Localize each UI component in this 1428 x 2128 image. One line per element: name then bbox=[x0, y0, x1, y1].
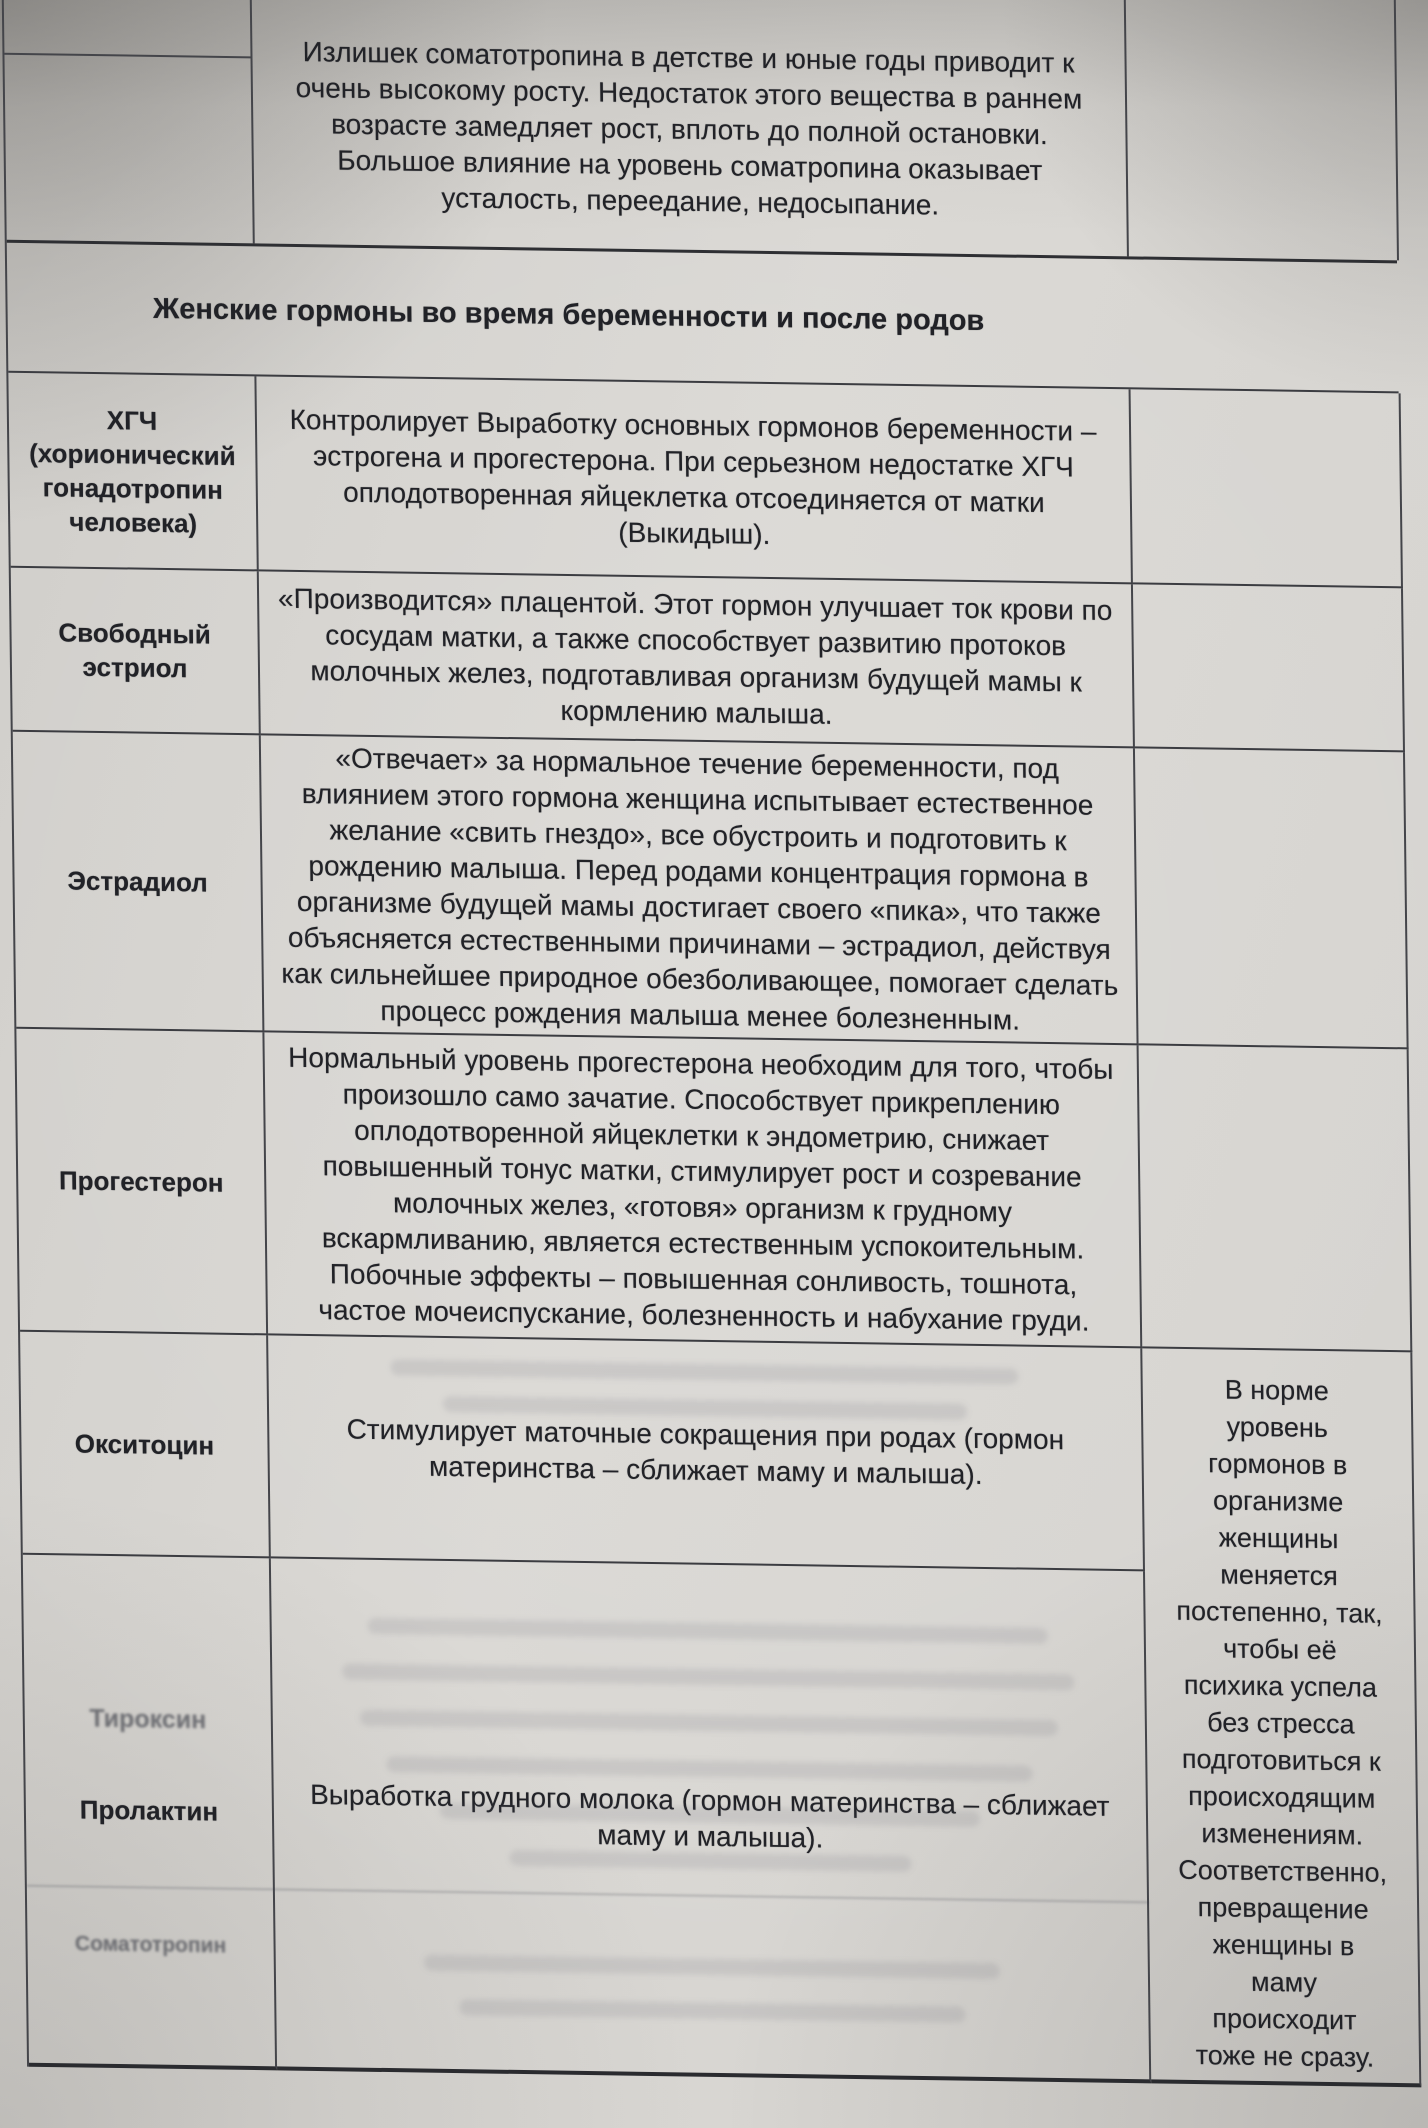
hormone-description-text: Выработка грудного молока (гормон материнства – сближает маму и малыша). bbox=[309, 1778, 1110, 1854]
bleed-through-line bbox=[342, 1663, 1075, 1690]
table-row-progesterone bbox=[16, 1029, 1410, 1353]
hormone-name-cell: Свободный эстриол bbox=[11, 568, 261, 736]
table-row-somatotropin-partial bbox=[3, 0, 1397, 260]
note-cell-empty bbox=[1131, 389, 1403, 588]
cell-border-artifact bbox=[3, 53, 251, 59]
hormone-description-text: Стимулирует маточные сокращения при родах (гормон материнства – сближает маму и малыша). bbox=[346, 1413, 1065, 1490]
bleed-through-line bbox=[459, 1999, 965, 2023]
table-bottom-rows bbox=[20, 1332, 1419, 2088]
hormone-description-cell bbox=[268, 1335, 1145, 1571]
bleed-through-line bbox=[367, 1618, 1047, 1644]
table-row-hgch bbox=[8, 373, 1401, 589]
note-cell-empty bbox=[1139, 1045, 1413, 1352]
hormone-description-cell: Нормальный уровень прогестерона необходим для того, чтобы произошло само зачатие. Способствует прикреплению оплодотворенной яйцеклетки к эндометрию, снижает повышенный тонус матки, стимулирует рост и созревание молочных желез, «готовя» организм к грудному вскармливанию, является естественным успокоительным. Побочные эффекты – повышенная сонливость, тошнота, частое мочеиспускание, болезненность и набухание груди. bbox=[264, 1032, 1142, 1348]
hormone-description-cell: Излишек соматотропина в детстве и юные годы приводит к очень высокому росту. Недостаток этого вещества в раннем возрасте замедляет рост, вплоть до полной остановки. Большое влияние на уровень соматропина оказывает усталость, переедание, недосыпание. bbox=[251, 0, 1129, 256]
side-note-text: В норме уровень гормонов в организме женщины меняется постепенно, так, чтобы её психика успела без стресса подготовиться к происходящим изменениям. Соответственно, превращение женщины в маму происходит тоже не сразу. bbox=[1176, 1374, 1388, 2073]
hormone-description-cell: «Производится» плацентой. Этот гормон улучшает ток крови по сосудам матки, а также способствует развитию протоков молочных желез, подготавливая организм будущей мамы к кормлению малыша. bbox=[259, 571, 1135, 748]
hormone-name-cell bbox=[23, 1555, 277, 2071]
hormone-name-cell: Эстрадиол bbox=[13, 732, 265, 1033]
note-cell-empty bbox=[1135, 748, 1409, 1049]
table-row-estradiol bbox=[13, 732, 1407, 1050]
note-cell-empty bbox=[1133, 584, 1405, 752]
hormone-description-cell: Контролирует Выработку основных гормонов беременности – эстрогена и прогестерона. При серьезном недостатке ХГЧ оплодотворенная яйцеклетка отсоединяется от матки (Выкидыш). bbox=[256, 376, 1133, 584]
hormone-name-cell: Окситоцин bbox=[20, 1332, 271, 1559]
hormone-description-cell bbox=[271, 1558, 1151, 2083]
bleed-through-line bbox=[390, 1359, 1018, 1384]
hormone-description-cell: «Отвечает» за нормальное течение беременности, под влиянием этого гормона женщина испытывает естественное желание «свить гнездо», все обустроить и подготовить к рождению малыша. Перед родами концентрация гормона в организме будущей мамы достигает своего «пика», что также объясняется естественными причинами – эстрадиол, действуя как сильнейшее природное обезболивающее, помогает сделать процесс рождения малыша менее болезненным. bbox=[261, 735, 1139, 1045]
table-row-free-estriol bbox=[11, 568, 1403, 753]
bleed-through-line bbox=[424, 1955, 1000, 1980]
hormone-name-text: Пролактин bbox=[79, 1794, 219, 1827]
table-section-header-row bbox=[7, 240, 1399, 394]
hormone-name-cell: ХГЧ (хорионический гонадотропин человека) bbox=[8, 373, 258, 572]
hormone-table bbox=[1, 0, 1420, 2087]
bleed-through-line bbox=[387, 1756, 1033, 1782]
hormone-name-cell-empty bbox=[3, 0, 255, 243]
note-cell-empty bbox=[1125, 0, 1399, 260]
bleed-through-label-thyroxine: Тироксин bbox=[89, 1704, 207, 1735]
section-title: Женские гормоны во время беременности и после родов bbox=[152, 292, 985, 337]
hormone-name-cell: Прогестерон bbox=[16, 1029, 268, 1336]
bleed-through-label-somatotropin: Соматотропин bbox=[74, 1932, 227, 1958]
side-note-cell bbox=[1142, 1348, 1421, 2087]
bleed-through-line bbox=[360, 1710, 1058, 1736]
